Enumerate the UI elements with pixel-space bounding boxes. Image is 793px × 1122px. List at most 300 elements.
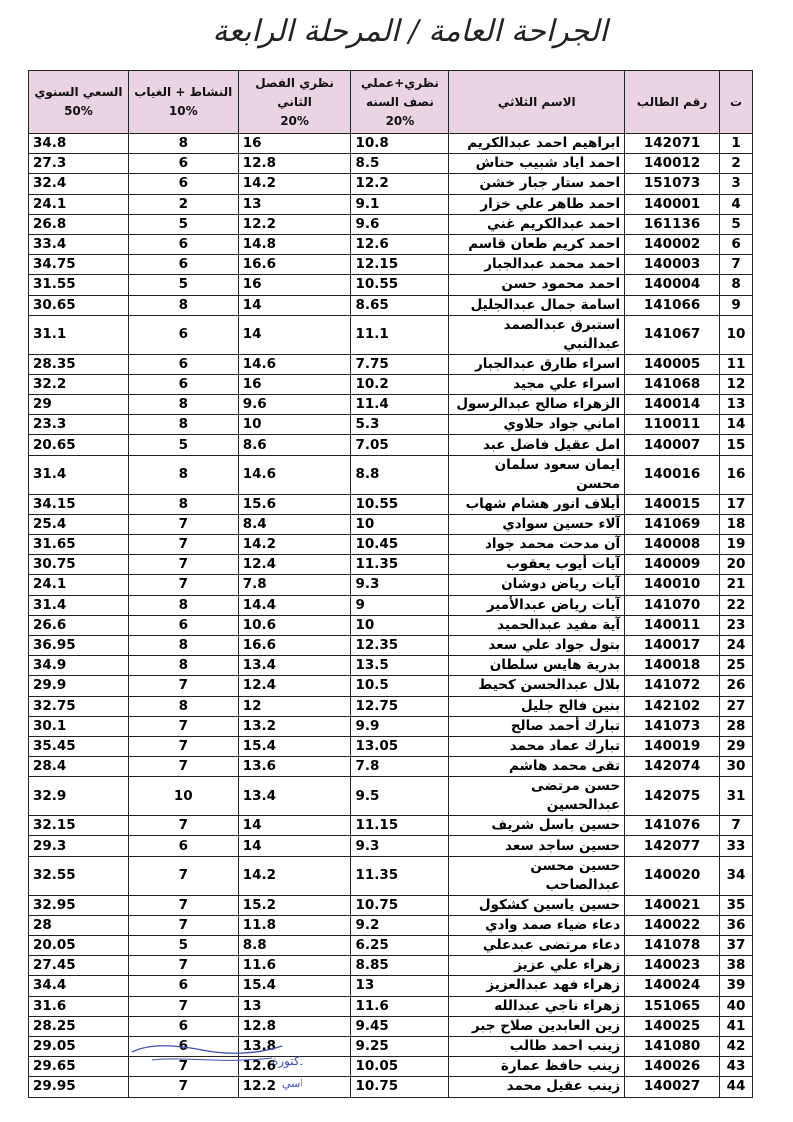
row-seq: 2 xyxy=(720,154,753,174)
row-seq: 9 xyxy=(720,295,753,315)
row-activity: 5 xyxy=(128,936,238,956)
row-name: احمد محمد عبدالجبار xyxy=(449,255,625,275)
row-annual: 34.15 xyxy=(29,494,129,514)
row-student-id: 140002 xyxy=(625,234,720,254)
row-name: زهراء فهد عبدالعزيز xyxy=(449,976,625,996)
row-student-id: 140001 xyxy=(625,194,720,214)
row-name: احمد كريم طعان قاسم xyxy=(449,234,625,254)
row-annual: 29.05 xyxy=(29,1036,129,1056)
row-activity: 6 xyxy=(128,354,238,374)
row-activity: 8 xyxy=(128,455,238,494)
row-second-semester: 8.6 xyxy=(238,435,351,455)
row-activity: 6 xyxy=(128,976,238,996)
row-activity: 6 xyxy=(128,154,238,174)
row-midyear: 9.45 xyxy=(351,1016,449,1036)
row-name: اسامة جمال عبدالجليل xyxy=(449,295,625,315)
row-second-semester: 13.8 xyxy=(238,1036,351,1056)
row-student-id: 151073 xyxy=(625,174,720,194)
row-seq: 12 xyxy=(720,374,753,394)
header-midyear xyxy=(351,71,449,134)
row-student-id: 140005 xyxy=(625,354,720,374)
row-second-semester: 14 xyxy=(238,315,351,354)
row-midyear: 11.15 xyxy=(351,816,449,836)
row-seq: 1 xyxy=(720,134,753,154)
row-activity: 7 xyxy=(128,514,238,534)
table-row xyxy=(29,255,753,275)
row-student-id: 140017 xyxy=(625,635,720,655)
row-activity: 8 xyxy=(128,415,238,435)
header-activity-line2: 10% xyxy=(168,104,198,118)
row-midyear: 9 xyxy=(351,595,449,615)
table-row xyxy=(29,816,753,836)
row-student-id: 140008 xyxy=(625,535,720,555)
row-student-id: 142077 xyxy=(625,836,720,856)
row-activity: 2 xyxy=(128,194,238,214)
row-midyear: 12.6 xyxy=(351,234,449,254)
row-name: حسين ياسين كشكول xyxy=(449,895,625,915)
row-name: بتول جواد علي سعد xyxy=(449,635,625,655)
row-name: آيات أيوب يعقوب xyxy=(449,555,625,575)
row-midyear: 5.3 xyxy=(351,415,449,435)
row-name: اماني جواد حلاوي xyxy=(449,415,625,435)
row-annual: 35.45 xyxy=(29,736,129,756)
row-activity: 8 xyxy=(128,635,238,655)
page-title: الجراحة العامة / المرحلة الرابعة xyxy=(212,14,608,49)
header-name: الاسم الثلاثي xyxy=(449,71,625,134)
table-row xyxy=(29,915,753,935)
row-midyear: 13.05 xyxy=(351,736,449,756)
row-activity: 7 xyxy=(128,895,238,915)
row-annual: 32.75 xyxy=(29,696,129,716)
row-name: امل عقيل فاضل عبد xyxy=(449,435,625,455)
row-name: آن مدحت محمد جواد xyxy=(449,535,625,555)
row-seq: 3 xyxy=(720,174,753,194)
row-name: استبرق عبدالصمد عبدالنبي xyxy=(449,315,625,354)
table-row xyxy=(29,595,753,615)
row-annual: 31.6 xyxy=(29,996,129,1016)
row-student-id: 141066 xyxy=(625,295,720,315)
header-midyear-line1: نظري+عملي xyxy=(360,75,439,90)
row-activity: 6 xyxy=(128,234,238,254)
row-activity: 8 xyxy=(128,595,238,615)
row-midyear: 8.85 xyxy=(351,956,449,976)
row-student-id: 141073 xyxy=(625,716,720,736)
row-name: آلاء حسين سوادي xyxy=(449,514,625,534)
row-seq: 25 xyxy=(720,656,753,676)
row-activity: 6 xyxy=(128,615,238,635)
row-second-semester: 12 xyxy=(238,696,351,716)
table-row xyxy=(29,295,753,315)
row-student-id: 142075 xyxy=(625,777,720,816)
row-seq: 24 xyxy=(720,635,753,655)
row-annual: 31.65 xyxy=(29,535,129,555)
row-student-id: 140011 xyxy=(625,615,720,635)
row-activity: 6 xyxy=(128,315,238,354)
grades-table xyxy=(28,70,753,1098)
header-student-id: رقم الطالب xyxy=(625,71,720,134)
row-activity: 10 xyxy=(128,777,238,816)
row-seq: 38 xyxy=(720,956,753,976)
table-row xyxy=(29,435,753,455)
table-row xyxy=(29,194,753,214)
table-row xyxy=(29,395,753,415)
row-name: أيلاف انور هشام شهاب xyxy=(449,494,625,514)
row-annual: 26.6 xyxy=(29,615,129,635)
row-second-semester: 14.2 xyxy=(238,856,351,895)
row-second-semester: 12.4 xyxy=(238,676,351,696)
row-seq: 28 xyxy=(720,716,753,736)
row-student-id: 140009 xyxy=(625,555,720,575)
row-second-semester: 11.8 xyxy=(238,915,351,935)
table-row xyxy=(29,174,753,194)
row-second-semester: 9.6 xyxy=(238,395,351,415)
header-midyear-line3: 20% xyxy=(385,113,415,128)
row-name: اسراء علي مجيد xyxy=(449,374,625,394)
row-second-semester: 13 xyxy=(238,194,351,214)
row-name: زهراء علي عزيز xyxy=(449,956,625,976)
row-midyear: 11.6 xyxy=(351,996,449,1016)
row-second-semester: 12.6 xyxy=(238,1057,351,1077)
row-name: احمد محمود حسن xyxy=(449,275,625,295)
header-annual-line1: السعي السنوي xyxy=(34,85,123,99)
row-seq: 36 xyxy=(720,915,753,935)
row-seq: 8 xyxy=(720,275,753,295)
signature-stamp xyxy=(122,1038,302,1098)
row-student-id: 141080 xyxy=(625,1036,720,1056)
row-student-id: 140027 xyxy=(625,1077,720,1097)
table-row xyxy=(29,275,753,295)
row-name: ابراهيم احمد عبدالكريم xyxy=(449,134,625,154)
row-activity: 7 xyxy=(128,736,238,756)
table-row xyxy=(29,455,753,494)
row-seq: 23 xyxy=(720,615,753,635)
row-seq: 10 xyxy=(720,315,753,354)
row-name: حسين ساجد سعد xyxy=(449,836,625,856)
table-row xyxy=(29,976,753,996)
row-midyear: 10.75 xyxy=(351,895,449,915)
row-student-id: 140019 xyxy=(625,736,720,756)
row-student-id: 140025 xyxy=(625,1016,720,1036)
row-midyear: 9.3 xyxy=(351,575,449,595)
row-midyear: 9.25 xyxy=(351,1036,449,1056)
row-midyear: 10.55 xyxy=(351,494,449,514)
row-seq: 39 xyxy=(720,976,753,996)
table-row xyxy=(29,836,753,856)
row-student-id: 140026 xyxy=(625,1057,720,1077)
row-seq: 34 xyxy=(720,856,753,895)
table-row xyxy=(29,757,753,777)
row-second-semester: 7.8 xyxy=(238,575,351,595)
row-seq: 33 xyxy=(720,836,753,856)
row-annual: 27.3 xyxy=(29,154,129,174)
row-second-semester: 14.6 xyxy=(238,354,351,374)
row-student-id: 141078 xyxy=(625,936,720,956)
row-seq: 7 xyxy=(720,255,753,275)
row-midyear: 10.55 xyxy=(351,275,449,295)
row-activity: 8 xyxy=(128,656,238,676)
table-row xyxy=(29,234,753,254)
row-student-id: 161136 xyxy=(625,214,720,234)
header-second-semester xyxy=(238,71,351,134)
row-student-id: 140014 xyxy=(625,395,720,415)
row-student-id: 140016 xyxy=(625,455,720,494)
row-midyear: 10.8 xyxy=(351,134,449,154)
row-seq: 43 xyxy=(720,1057,753,1077)
row-second-semester: 10 xyxy=(238,415,351,435)
signature-line1: كتورة xyxy=(272,1054,300,1068)
row-second-semester: 16 xyxy=(238,374,351,394)
row-name: احمد ستار جبار خشن xyxy=(449,174,625,194)
row-student-id: 140018 xyxy=(625,656,720,676)
row-student-id: 142071 xyxy=(625,134,720,154)
row-midyear: 10 xyxy=(351,514,449,534)
table-row xyxy=(29,635,753,655)
row-name: احمد اياد شبيب حناش xyxy=(449,154,625,174)
row-activity: 6 xyxy=(128,174,238,194)
row-midyear: 12.2 xyxy=(351,174,449,194)
row-midyear: 11.35 xyxy=(351,856,449,895)
header-activity-line1: النشاط + الغياب xyxy=(134,85,233,99)
row-annual: 31.4 xyxy=(29,455,129,494)
table-row xyxy=(29,956,753,976)
signature-line2: سي xyxy=(282,1077,301,1090)
row-activity: 8 xyxy=(128,494,238,514)
row-activity: 8 xyxy=(128,295,238,315)
row-midyear: 10.2 xyxy=(351,374,449,394)
row-activity: 8 xyxy=(128,696,238,716)
row-second-semester: 14.8 xyxy=(238,234,351,254)
row-activity: 7 xyxy=(128,856,238,895)
row-second-semester: 14.2 xyxy=(238,174,351,194)
row-annual: 24.1 xyxy=(29,194,129,214)
row-seq: 37 xyxy=(720,936,753,956)
row-annual: 29 xyxy=(29,395,129,415)
row-annual: 29.3 xyxy=(29,836,129,856)
row-annual: 32.15 xyxy=(29,816,129,836)
row-activity: 7 xyxy=(128,757,238,777)
row-name: آيات رياض عبدالأمير xyxy=(449,595,625,615)
row-seq: 35 xyxy=(720,895,753,915)
row-annual: 29.9 xyxy=(29,676,129,696)
table-row xyxy=(29,1016,753,1036)
header-annual xyxy=(29,71,129,134)
grades-body xyxy=(29,134,753,1098)
header-seq: ت xyxy=(720,71,753,134)
row-second-semester: 12.8 xyxy=(238,1016,351,1036)
row-midyear: 9.9 xyxy=(351,716,449,736)
row-second-semester: 13.6 xyxy=(238,757,351,777)
row-midyear: 11.1 xyxy=(351,315,449,354)
row-name: تقى محمد هاشم xyxy=(449,757,625,777)
row-name: زينب عقيل محمد xyxy=(449,1077,625,1097)
row-student-id: 140015 xyxy=(625,494,720,514)
table-row xyxy=(29,374,753,394)
row-second-semester: 14 xyxy=(238,836,351,856)
row-annual: 34.9 xyxy=(29,656,129,676)
row-midyear: 13 xyxy=(351,976,449,996)
row-name: بلال عبدالحسن كحيط xyxy=(449,676,625,696)
row-midyear: 9.1 xyxy=(351,194,449,214)
row-activity: 8 xyxy=(128,395,238,415)
row-name: بدرية هايس سلطان xyxy=(449,656,625,676)
table-row xyxy=(29,656,753,676)
table-row xyxy=(29,555,753,575)
table-row xyxy=(29,696,753,716)
row-second-semester: 12.2 xyxy=(238,214,351,234)
row-second-semester: 15.6 xyxy=(238,494,351,514)
header-second-semester-line1: نظري الفصل الثاني xyxy=(255,75,334,109)
row-activity: 8 xyxy=(128,134,238,154)
row-midyear: 7.75 xyxy=(351,354,449,374)
row-seq: 6 xyxy=(720,234,753,254)
row-seq: 27 xyxy=(720,696,753,716)
row-annual: 32.9 xyxy=(29,777,129,816)
row-activity: 7 xyxy=(128,555,238,575)
table-row xyxy=(29,214,753,234)
row-seq: 20 xyxy=(720,555,753,575)
row-annual: 31.55 xyxy=(29,275,129,295)
row-seq: 26 xyxy=(720,676,753,696)
row-midyear: 6.25 xyxy=(351,936,449,956)
row-student-id: 141067 xyxy=(625,315,720,354)
row-midyear: 12.15 xyxy=(351,255,449,275)
row-midyear: 12.75 xyxy=(351,696,449,716)
row-annual: 20.05 xyxy=(29,936,129,956)
row-midyear: 8.5 xyxy=(351,154,449,174)
row-second-semester: 11.6 xyxy=(238,956,351,976)
row-second-semester: 12.8 xyxy=(238,154,351,174)
row-midyear: 11.4 xyxy=(351,395,449,415)
table-row xyxy=(29,535,753,555)
row-midyear: 10.75 xyxy=(351,1077,449,1097)
row-annual: 28.25 xyxy=(29,1016,129,1036)
row-annual: 29.95 xyxy=(29,1077,129,1097)
row-activity: 6 xyxy=(128,255,238,275)
row-seq: 19 xyxy=(720,535,753,555)
header-activity xyxy=(128,71,238,134)
row-second-semester: 16.6 xyxy=(238,635,351,655)
row-seq: 42 xyxy=(720,1036,753,1056)
row-activity: 7 xyxy=(128,816,238,836)
row-student-id: 140007 xyxy=(625,435,720,455)
row-annual: 24.1 xyxy=(29,575,129,595)
row-seq: 5 xyxy=(720,214,753,234)
row-midyear: 9.5 xyxy=(351,777,449,816)
row-name: احمد طاهر علي خزار xyxy=(449,194,625,214)
row-name: زهراء ناجي عبدالله xyxy=(449,996,625,1016)
row-midyear: 10.5 xyxy=(351,676,449,696)
row-seq: 17 xyxy=(720,494,753,514)
row-seq: 11 xyxy=(720,354,753,374)
row-annual: 32.95 xyxy=(29,895,129,915)
row-student-id: 140020 xyxy=(625,856,720,895)
row-activity: 6 xyxy=(128,836,238,856)
row-student-id: 141069 xyxy=(625,514,720,534)
row-student-id: 141068 xyxy=(625,374,720,394)
row-name: زين العابدين صلاح جبر xyxy=(449,1016,625,1036)
table-row xyxy=(29,615,753,635)
row-student-id: 140024 xyxy=(625,976,720,996)
row-annual: 34.75 xyxy=(29,255,129,275)
row-second-semester: 14 xyxy=(238,816,351,836)
row-second-semester: 15.4 xyxy=(238,736,351,756)
row-name: حسين باسل شريف xyxy=(449,816,625,836)
row-second-semester: 14.2 xyxy=(238,535,351,555)
row-annual: 31.1 xyxy=(29,315,129,354)
row-annual: 28 xyxy=(29,915,129,935)
row-second-semester: 13.4 xyxy=(238,777,351,816)
row-annual: 32.4 xyxy=(29,174,129,194)
row-seq: 14 xyxy=(720,415,753,435)
row-second-semester: 14.6 xyxy=(238,455,351,494)
row-second-semester: 14 xyxy=(238,295,351,315)
header-annual-line2: 50% xyxy=(64,104,93,118)
row-student-id: 141076 xyxy=(625,816,720,836)
row-seq: 30 xyxy=(720,757,753,777)
row-midyear: 8.65 xyxy=(351,295,449,315)
row-second-semester: 12.2 xyxy=(238,1077,351,1097)
row-activity: 7 xyxy=(128,956,238,976)
row-name: زينب حافظ عمارة xyxy=(449,1057,625,1077)
table-row xyxy=(29,736,753,756)
row-midyear: 8.8 xyxy=(351,455,449,494)
table-row xyxy=(29,415,753,435)
row-annual: 30.65 xyxy=(29,295,129,315)
row-name: تبارك أحمد صالح xyxy=(449,716,625,736)
row-midyear: 7.8 xyxy=(351,757,449,777)
row-name: زينب احمد طالب xyxy=(449,1036,625,1056)
table-row xyxy=(29,777,753,816)
row-second-semester: 15.2 xyxy=(238,895,351,915)
row-name: احمد عبدالكريم غني xyxy=(449,214,625,234)
table-row xyxy=(29,154,753,174)
row-annual: 28.4 xyxy=(29,757,129,777)
row-second-semester: 8.8 xyxy=(238,936,351,956)
row-second-semester: 13.2 xyxy=(238,716,351,736)
header-midyear-line2: نصف السنه xyxy=(366,94,434,109)
row-second-semester: 14.4 xyxy=(238,595,351,615)
row-annual: 26.8 xyxy=(29,214,129,234)
row-annual: 31.4 xyxy=(29,595,129,615)
row-name: آية مفيد عبدالحميد xyxy=(449,615,625,635)
row-activity: 7 xyxy=(128,996,238,1016)
row-annual: 30.75 xyxy=(29,555,129,575)
row-student-id: 140004 xyxy=(625,275,720,295)
row-seq: 29 xyxy=(720,736,753,756)
row-annual: 32.55 xyxy=(29,856,129,895)
row-annual: 36.95 xyxy=(29,635,129,655)
row-activity: 6 xyxy=(128,1036,238,1056)
row-name: دعاء ضياء صمد وادي xyxy=(449,915,625,935)
row-second-semester: 16.6 xyxy=(238,255,351,275)
row-student-id: 140023 xyxy=(625,956,720,976)
row-activity: 7 xyxy=(128,1077,238,1097)
row-seq: 7 xyxy=(720,816,753,836)
row-activity: 6 xyxy=(128,374,238,394)
header-second-semester-line2: 20% xyxy=(280,113,309,128)
row-student-id: 110011 xyxy=(625,415,720,435)
row-activity: 7 xyxy=(128,676,238,696)
table-row xyxy=(29,936,753,956)
row-seq: 31 xyxy=(720,777,753,816)
table-row xyxy=(29,494,753,514)
row-midyear: 10.05 xyxy=(351,1057,449,1077)
row-annual: 25.4 xyxy=(29,514,129,534)
table-row xyxy=(29,354,753,374)
row-student-id: 141070 xyxy=(625,595,720,615)
row-second-semester: 13 xyxy=(238,996,351,1016)
row-second-semester: 16 xyxy=(238,134,351,154)
